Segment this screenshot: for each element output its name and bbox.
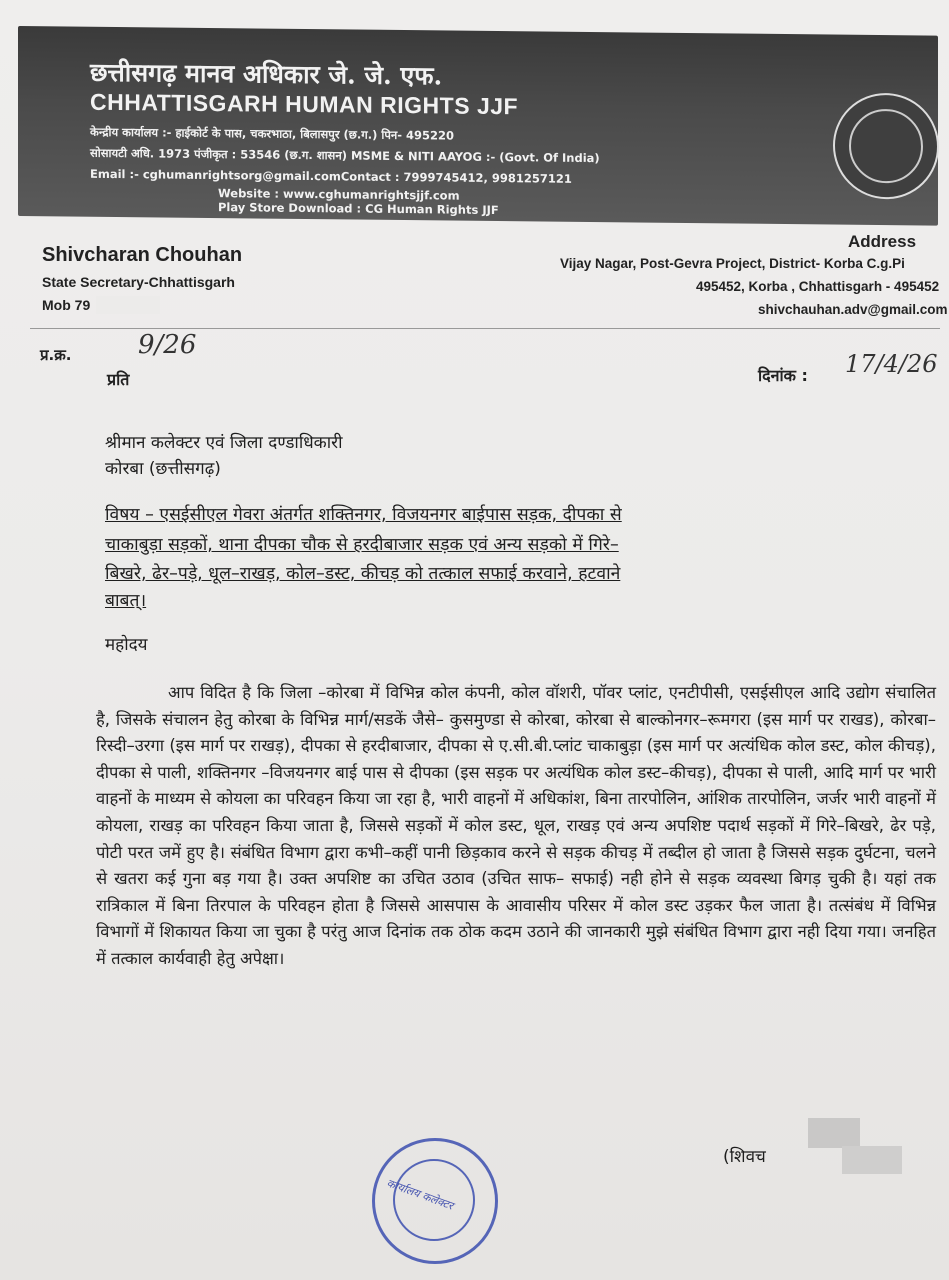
subject-line-1: विषय – एसईसीएल गेवरा अंतर्गत शक्तिनगर, विजयनगर बाईपास सड़क, दीपका से [105,505,622,525]
sender-designation: State Secretary-Chhattisgarh [42,274,235,290]
org-english-title: CHHATTISGARH HUMAN RIGHTS JJF [90,88,519,120]
office-address: केन्द्रीय कार्यालय :- हाईकोर्ट के पास, चकरभाठा, बिलासपुर (छ.ग.) पिन- 495220 [90,124,455,143]
recipient-line-1: श्रीमान कलेक्टर एवं जिला दण्डाधिकारी [105,433,343,453]
ref-number: 9/26 [138,330,197,360]
body-paragraph [96,680,936,973]
date-label: दिनांक : [758,366,808,385]
redacted-mobile [96,296,160,314]
prati-label: प्रति [107,370,130,389]
header-divider [30,328,940,329]
letterhead-banner [18,26,938,226]
salutation: महोदय [105,635,148,655]
redacted-signature-1 [808,1118,860,1148]
website-info: Website : www.cghumanrightsjjf.com [218,186,460,203]
sender-mobile: Mob 79 [42,297,91,313]
sender-name: Shivcharan Chouhan [42,244,243,266]
date-value: 17/4/26 [845,350,938,378]
stamp-text: कार्यालय कलेक्टर [384,1176,455,1213]
address-line-1: Vijay Nagar, Post-Gevra Project, District- Korba C.g.Pi [560,256,905,271]
org-seal-logo [833,93,939,200]
org-hindi-title: छत्तीसगढ़ मानव अधिकार जे. जे. एफ. [90,57,443,91]
contact-info: Email :- cghumanrightsorg@gmail.comContact : 7999745412, 9981257121 [90,166,572,186]
address-line-2: 495452, Korba , Chhattisgarh - 495452 [696,279,940,294]
registration-info: सोसायटी अधि. 1973 पंजीकृत : 53546 (छ.ग. शासन) MSME & NITI AAYOG :- (Govt. Of India) [90,145,600,166]
subject-line-4: बाबत्। [105,591,147,611]
body-text: आप विदित है कि जिला –कोरबा में विभिन्न कोल कंपनी, कोल वॉशरी, पॉवर प्लांट, एनटीपीसी, एसईसीएल आदि उद्योग संचालित है, जिसके संचालन हेतु कोरबा के विभिन्न मार्ग/सडकें जैसे– कुसमुण्डा से कोरबा, कोरबा से बाल्कोनगर–रूमगरा (इस मार्ग पर राखड), कोरबा– रिस्दी–उरगा (इस मार्ग पर राखड़), दीपका से हरदीबाजार, दीपका से ए.सी.बी.प्लांट चाकाबुड़ा (इस मार्ग पर अत्यंधिक कोल डस्ट, कोल कीचड़), दीपका से पाली, शक्तिनगर –विजयनगर बाई पास से दीपका (इस सड़क पर अत्यंधिक कोल डस्ट–कीचड़), दीपका से पाली, आदि मार्ग पर भारी वाहनों के माध्यम से कोयला का परिवहन किया जा रहा है, भारी वाहनों में अधिकांश, बिना तारपोलिन, आंशिक तारपोलिन, जर्जर भारी वाहनों में कोयला, राखड़ का परिवहन किया जाता है, जिससे सड़कों में कोल डस्ट, धूल, राखड़ एवं अन्य अपशिष्ट पदार्थ सड़कों में गिरे–बिखरे, ढेर पड़े, पोटी परत जमें हुए है। संबंधित विभाग द्वारा कभी–कहीं पानी छिड़काव करने से सड़क कीचड़ में तब्दील हो जाता है जिससे सड़क दुर्घटना, चलने से खतरा कई गुना बड़ गया है। उक्त अपशिष्ट का उचित उठाव (उचित साफ– सफाई) नही होने से सड़क व्यवस्था बिगड़ चुकी है। यहां तक रात्रिकाल में बिना तिरपाल के परिवहन होता है जिससे आसपास के आवासीय परिसर में कोल डस्ट उड़कर फैल जाता है। तत्संबंध में विभिन्न विभागों में शिकायत किया जा चुका है परंतु आज दिनांक तक ठोक कदम उठाने की जानकारी मुझे संबंधित विभाग द्वारा नही दिया गया। जनहित में तत्काल कार्यवाही हेतु अपेक्षा। [96,683,936,968]
sender-email: shivchauhan.adv@gmail.com [758,302,948,317]
address-title: Address [848,232,917,251]
signature-name: (शिवच [723,1147,766,1167]
subject-line-2: चाकाबुड़ा सड़कों, थाना दीपका चौक से हरदीबाजार सड़क एवं अन्य सड़को में गिरे– [105,535,619,555]
redacted-signature-2 [842,1146,902,1174]
playstore-info: Play Store Download : CG Human Rights JJF [218,200,499,218]
subject-line-3: बिखरे, ढेर–पड़े, धूल–राखड़, कोल–डस्ट, कीचड़ को तत्काल सफाई करवाने, हटवाने [105,564,621,584]
recipient-line-2: कोरबा (छत्तीसगढ़) [105,459,221,479]
tree-emblem-icon [849,109,923,184]
ref-label: प्र.क्र. [40,346,72,364]
collector-office-stamp [372,1138,498,1264]
